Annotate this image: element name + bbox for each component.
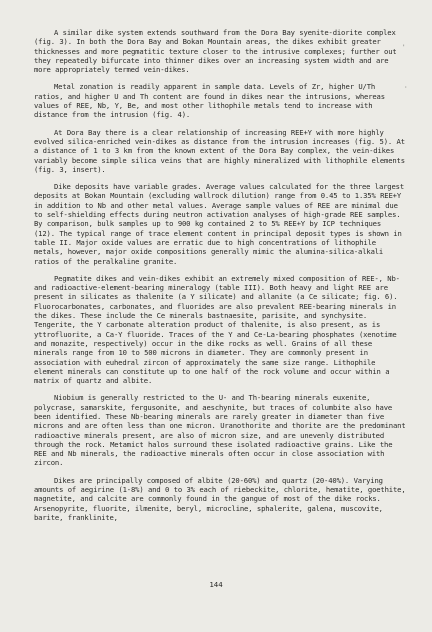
paragraph-metal-zonation: Metal zonation is readily apparent in sample data. Levels of Zr, higher U/Th ratios, and higher U and Th content are found in dikes near the intrusions, whereas values of REE, Nb, Y, Be, and most other lithophile metals tend to increase with distance from the intrusion (fig. 4). [34,82,385,120]
body-text [34,28,406,530]
paragraph-pegmatite-dikes: Pegmatite dikes and vein-dikes exhibit an extremely mixed composition of REE-, Nb- and radioactive-element-bearing mineralogy (table III). Both heavy and light REE are present in silicates as thalenite (a Y silicate) and allanite (a Ce silicate; fig. 6). Fluorocarbonates, carbonates, and fluorides are also prevalent REE-bearing minerals in the dikes. These include the Ce minerals bastnaesite, parisite, and synchysite. Tengerite, the Y carbonate alteration product of thalenite, is also present, as is yttrofluorite, a Ca-Y fluoride. Traces of the Y and Ce-La-bearing phosphates (xenotime and monazite, respectively) occur in the dike rocks as well. Grains of all these minerals range from 10 to 500 microns in diameter. They are commonly present in association with euhedral zircon of approximately the same size range. Lithophile element minerals can constitute up to one half of the rock volume and occur within a matrix of quartz and albite. [34,273,400,386]
paragraph-dike-system: A similar dike system extends southward from the Dora Bay syenite-diorite complex (fig. 3). In both the Dora Bay and Bokan Mountain areas, the dikes exhibit greater thicknesses and more pegmatitic texture closer to the intrusive complexes; further out they repeatedly bifurcate into thinner dikes over an increasing system width and are more appropriately termed vein-dikes. [34,28,397,75]
page-number: 144 [209,580,223,589]
paragraph-dora-bay: At Dora Bay there is a clear relationship of increasing REE+Y with more highly evolved silica-enriched vein-dikes as distance from the intrusion increases (fig. 5). At a distance of 1 to 3 km from the known extent of the Dora Bay complex, the vein-dikes variably become simple silica veins that are highly mineralized with lithophile elements (fig. 3, insert). [34,127,405,174]
margin-mark: · [404,84,408,91]
paragraph-dike-grades: Dike deposits have variable grades. Average values calculated for the three largest deposits at Bokan Mountain (excluding wallrock dilution) range from 0.45 to 1.35% REE+Y in addition to Nb and other metal values. Average sample values of REE are minimal due to self-shielding effects during neutron activation analyses of high-grade REE samples. By comparison, bulk samples up to 900 kg contained 2 to 5% REE+Y by ICP techniques (12). The typical range of trace element content in principal deposit types is shown in table II. Major oxide values are erratic due to high concentrations of lithophile metals, however, major oxide compositions generally mimic the alumina-silica-alkali ratios of the peralkaline granite. [34,182,405,266]
margin-mark: ' [402,44,406,51]
paragraph-niobium: Niobium is generally restricted to the U- and Th-bearing minerals euxenite, polycrase, samarskite, fergusonite, and aeschynite, but traces of columbite also have been identified. These Nb-bearing minerals are rarely greater in diameter than five microns and are often less than one micron. Uranothorite and thorite are the predominant radioactive minerals present, are also of micron size, and are unevenly distributed through the rock. Metamict halos surround these isolated radioactive grains. Like the REE and Nb minerals, the radioactive minerals often occur in close association with zircon. [34,393,406,468]
paragraph-dike-composition: Dikes are principally composed of albite (20-60%) and quartz (20-40%). Varying amounts of aegirine (1-8%) and 0 to 3% each of riebeckite, chlorite, hematite, goethite, magnetite, and calcite are commonly found in the gangue of most of the dike rocks. Arsenopyrite, fluorite, ilmenite, beryl, microcline, sphalerite, galena, muscovite, barite, franklinite, [34,475,406,522]
